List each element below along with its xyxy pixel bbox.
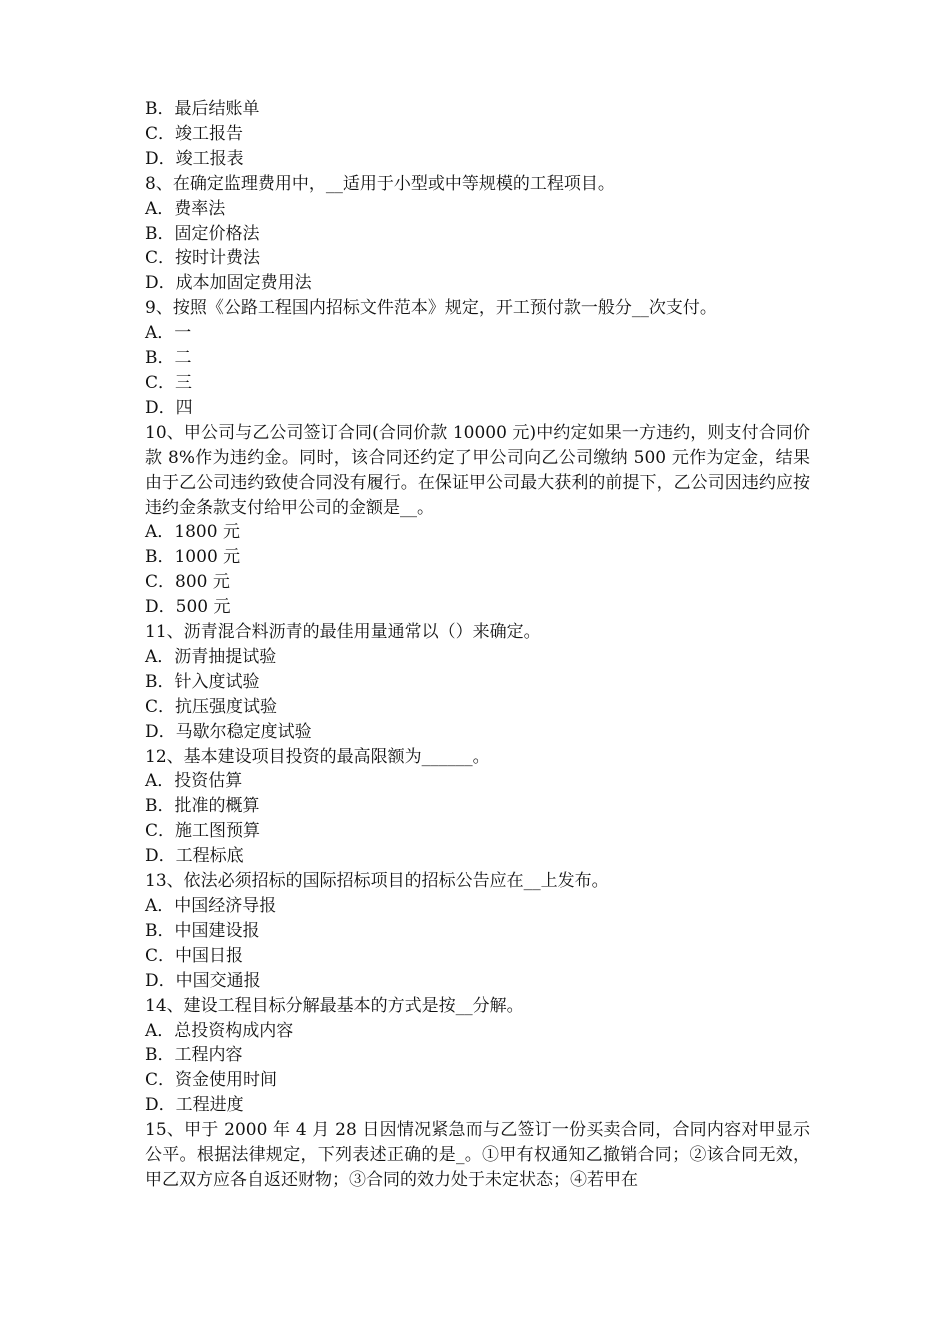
option-b-q7: B．最后结账单 bbox=[145, 99, 260, 119]
option-d-q9: D．四 bbox=[145, 397, 193, 418]
option-d-q14: D．工程进度 bbox=[145, 1095, 244, 1116]
option-b-q12: B．批准的概算 bbox=[145, 796, 260, 817]
option-c-q12: C．施工图预算 bbox=[145, 821, 261, 842]
option-c-q7: C．竣工报告 bbox=[145, 123, 244, 144]
option-d-q13: D．中国交通报 bbox=[145, 970, 261, 991]
option-a-q13: A．中国经济导报 bbox=[145, 896, 277, 916]
option-a-q10: A．1800 元 bbox=[145, 522, 240, 543]
question-15: 15、甲于 2000 年 4 月 28 日因情况紧急而与乙签订一份买卖合同，合同内容对甲显示公平。根据法律规定，下列表述正确的是_。①甲有权通知乙撤销合同；②该合同无效，甲乙双方应各自返还财物；③合同的效力处于未定状态；④若甲在 bbox=[145, 1120, 810, 1190]
question-12: 12、基本建设项目投资的最高限额为______。 bbox=[145, 746, 490, 767]
option-c-q8: C．按时计费法 bbox=[145, 248, 261, 269]
option-b-q9: B．二 bbox=[145, 348, 192, 369]
option-c-q9: C．三 bbox=[145, 372, 193, 393]
option-a-q14: A．总投资构成内容 bbox=[145, 1020, 294, 1041]
question-13: 13、依法必须招标的国际招标项目的招标公告应在__上发布。 bbox=[145, 871, 609, 892]
option-c-q10: C．800 元 bbox=[145, 572, 230, 593]
option-a-q8: A．费率法 bbox=[145, 198, 226, 219]
question-10: 10、甲公司与乙公司签订合同(合同价款 10000 元)中约定如果一方违约，则支付合同价款 8%作为违约金。同时，该合同还约定了甲公司向乙公司缴纳 500 元作为定金，结果由于乙公司违约致使合同没有履行。在保证甲公司最大获利的前提下，乙公司因违约应按违约金条款支付给甲公司的金额是__。 bbox=[145, 422, 810, 518]
option-b-q8: B．固定价格法 bbox=[145, 223, 260, 244]
option-c-q13: C．中国日报 bbox=[145, 945, 244, 966]
option-b-q10: B．1000 元 bbox=[145, 547, 241, 568]
option-c-q11: C．抗压强度试验 bbox=[145, 696, 278, 717]
option-c-q14: C．资金使用时间 bbox=[145, 1070, 278, 1091]
option-d-q12: D．工程标底 bbox=[145, 846, 244, 867]
option-b-q13: B．中国建设报 bbox=[145, 920, 260, 941]
question-11: 11、沥青混合料沥青的最佳用量通常以（）来确定。 bbox=[145, 622, 541, 643]
option-b-q11: B．针入度试验 bbox=[145, 671, 260, 692]
option-a-q11: A．沥青抽提试验 bbox=[145, 646, 277, 667]
option-b-q14: B．工程内容 bbox=[145, 1045, 243, 1066]
question-8: 8、在确定监理费用中，__适用于小型或中等规模的工程项目。 bbox=[145, 173, 615, 194]
option-d-q8: D．成本加固定费用法 bbox=[145, 273, 312, 294]
option-d-q10: D．500 元 bbox=[145, 597, 231, 618]
option-d-q11: D．马歇尔稳定度试验 bbox=[145, 721, 312, 742]
option-d-q7: D．竣工报表 bbox=[145, 148, 244, 169]
document-body bbox=[145, 97, 810, 1193]
question-9: 9、按照《公路工程国内招标文件范本》规定，开工预付款一般分__次支付。 bbox=[145, 298, 717, 319]
option-a-q12: A．投资估算 bbox=[145, 771, 243, 792]
question-14: 14、建设工程目标分解最基本的方式是按__分解。 bbox=[145, 995, 524, 1016]
option-a-q9: A．一 bbox=[145, 323, 192, 344]
